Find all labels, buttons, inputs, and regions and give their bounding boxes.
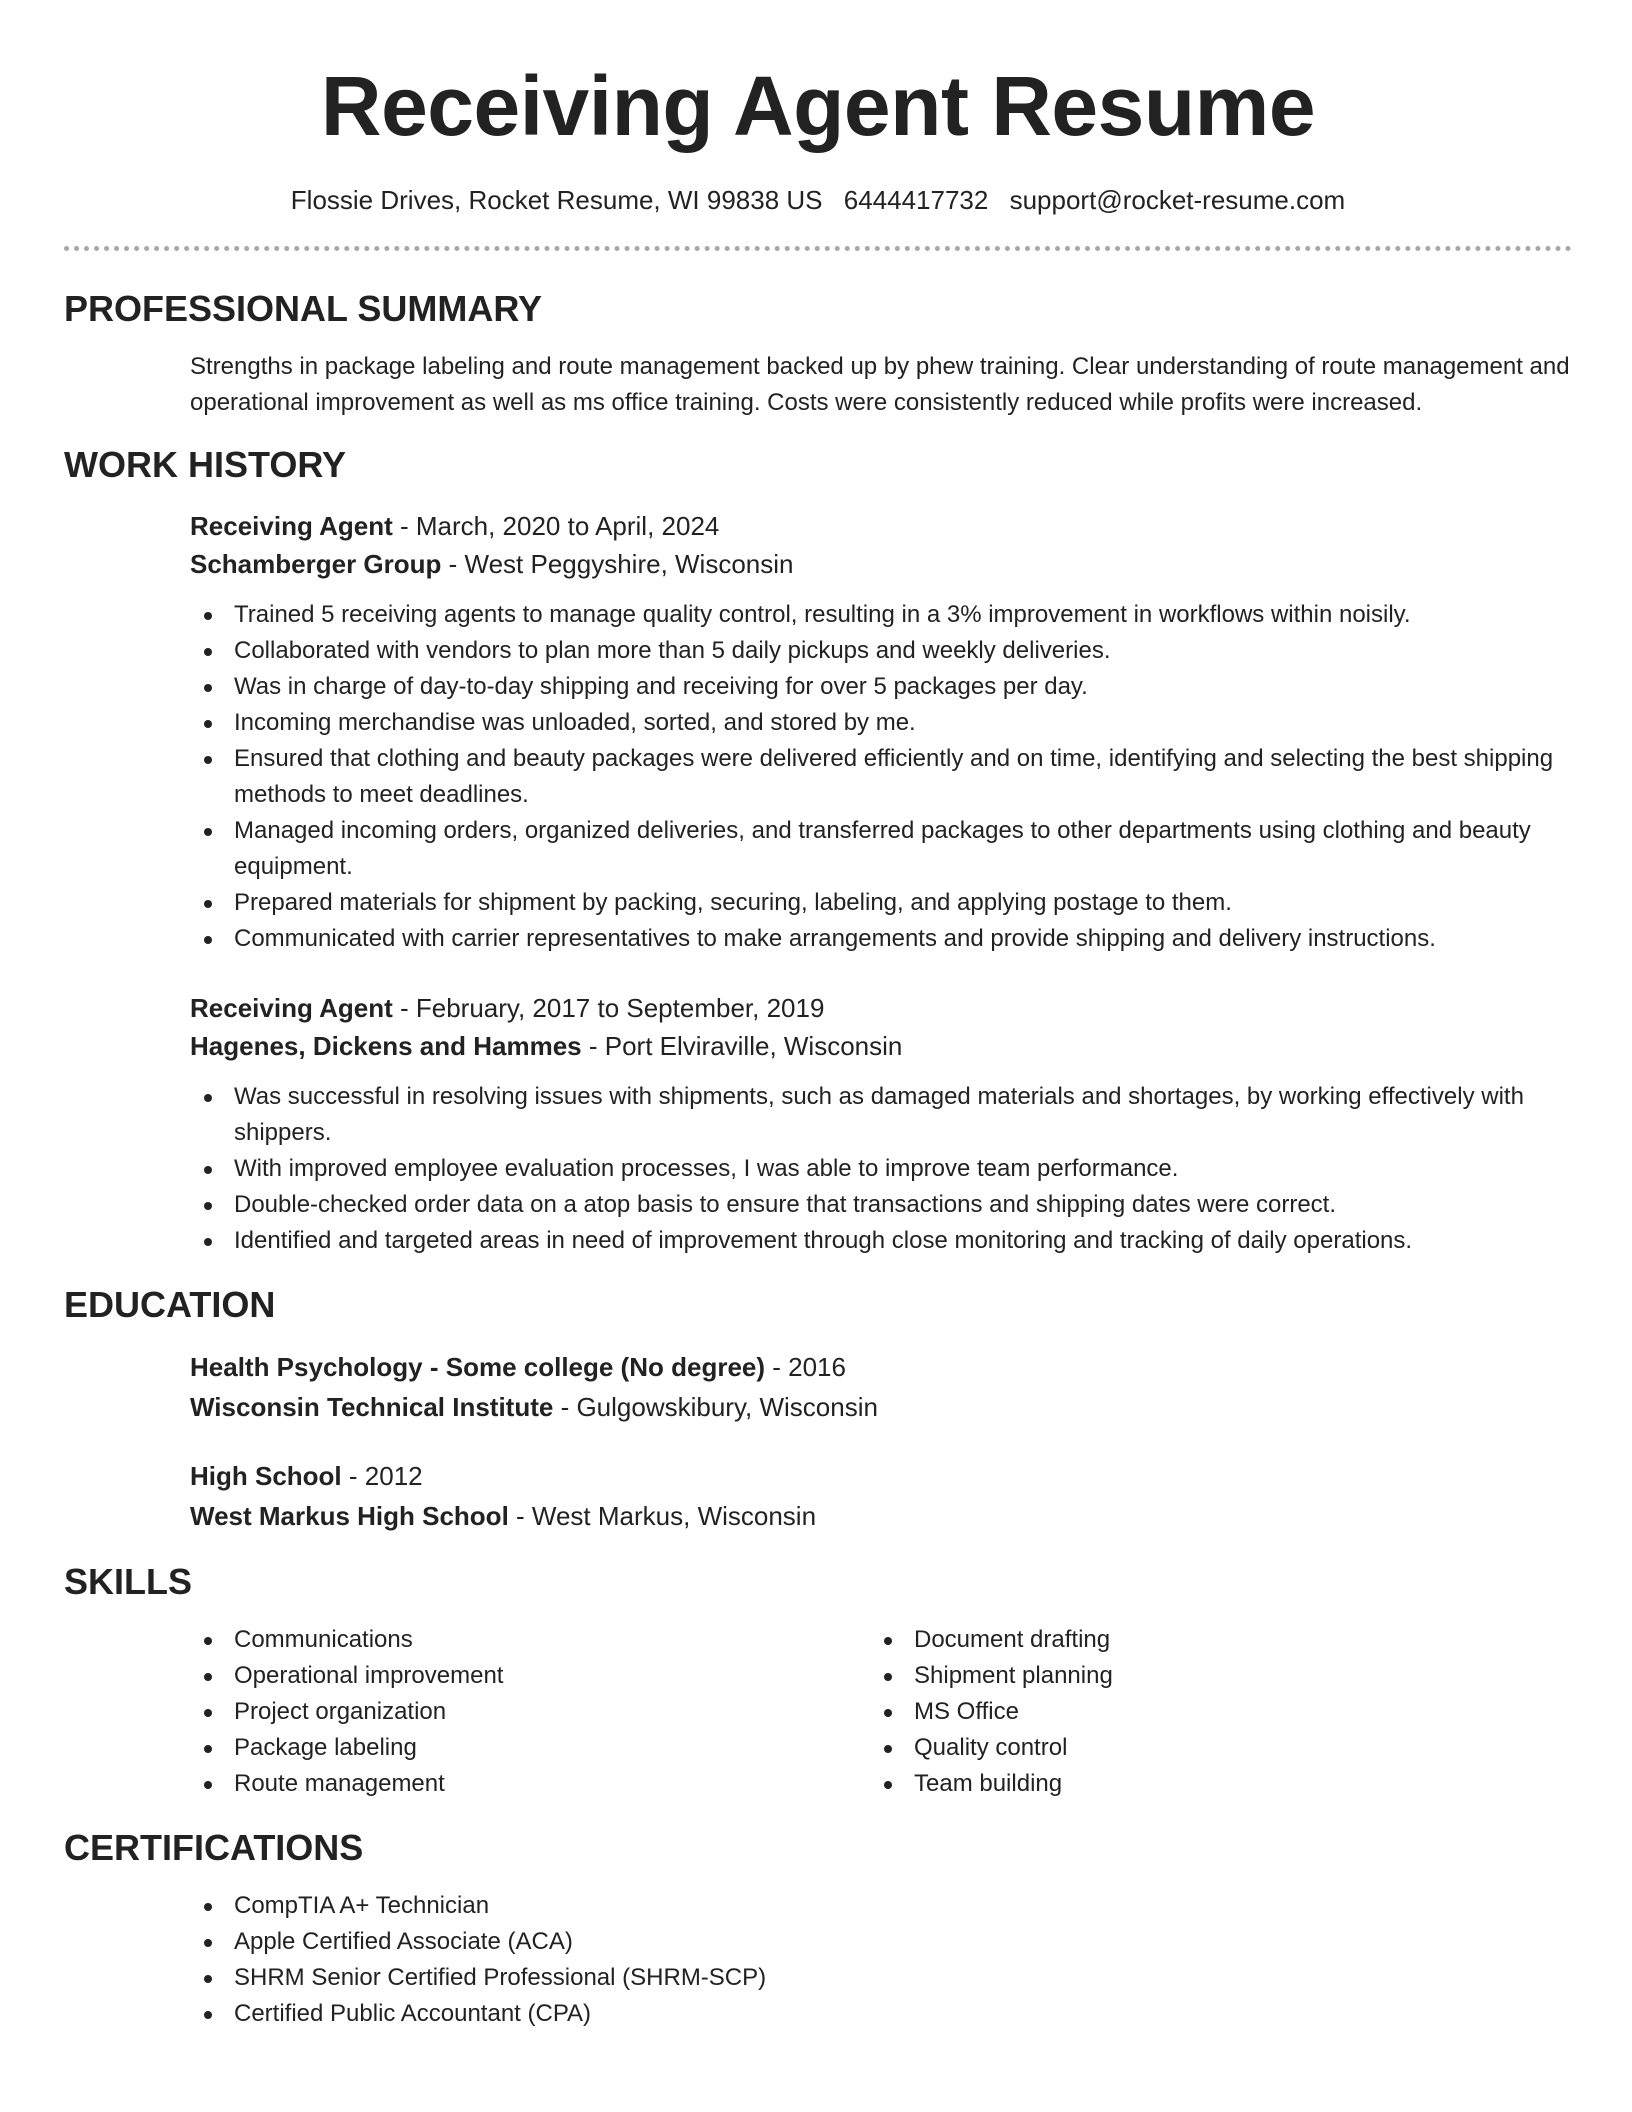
job-company: Hagenes, Dickens and Hammes — [190, 1031, 582, 1061]
summary-text: Strengths in package labeling and route management backed up by phew training. Clear understanding of route management and operational improvement as well as ms office training. Costs were consistently reduced while profits were increased. — [190, 353, 1570, 416]
job-entry — [190, 989, 1572, 1259]
education-entry — [190, 1347, 1572, 1427]
skills-list-left — [190, 1622, 870, 1802]
skill-item: Package labeling — [190, 1730, 870, 1766]
skill-item: Communications — [190, 1622, 870, 1658]
education-degree-line — [190, 1347, 1572, 1387]
job-bullet: Prepared materials for shipment by packing, securing, labeling, and applying postage to them. — [190, 885, 1572, 921]
job-bullet: Incoming merchandise was unloaded, sorted, and stored by me. — [190, 705, 1572, 741]
job-bullet: Identified and targeted areas in need of improvement through close monitoring and tracking of daily operations. — [190, 1223, 1572, 1259]
job-title-line — [190, 507, 1572, 545]
job-location: - Port Elviraville, Wisconsin — [581, 1031, 903, 1061]
job-dates: - February, 2017 to September, 2019 — [392, 993, 825, 1023]
education-school-line — [190, 1387, 1572, 1427]
summary-block — [190, 349, 1572, 421]
job-company-line — [190, 545, 1572, 583]
job-bullet: Managed incoming orders, organized deliveries, and transferred packages to other departments using clothing and beauty equipment. — [190, 813, 1572, 885]
job-bullet: Was in charge of day-to-day shipping and receiving for over 5 packages per day. — [190, 669, 1572, 705]
skill-item: Quality control — [870, 1730, 1550, 1766]
section-title-education: EDUCATION — [64, 1284, 276, 1325]
education-degree: Health Psychology - Some college (No degree) — [190, 1352, 766, 1382]
skill-item: Document drafting — [870, 1622, 1550, 1658]
job-bullet: Double-checked order data on a atop basis to ensure that transactions and shipping dates were correct. — [190, 1187, 1572, 1223]
job-title: Receiving Agent — [190, 511, 393, 541]
section-title-summary: PROFESSIONAL SUMMARY — [64, 288, 543, 329]
job-company: Schamberger Group — [190, 549, 442, 579]
job-bullet: Collaborated with vendors to plan more than 5 daily pickups and weekly deliveries. — [190, 633, 1572, 669]
education-school: Wisconsin Technical Institute — [190, 1392, 554, 1422]
certifications-block — [190, 1888, 1572, 2032]
job-bullets — [190, 1079, 1572, 1259]
skill-item: Route management — [190, 1766, 870, 1802]
certification-item: Apple Certified Associate (ACA) — [190, 1924, 1572, 1960]
skills-list-right — [870, 1622, 1550, 1802]
contact-line — [64, 184, 1572, 216]
resume-title: Receiving Agent Resume — [320, 59, 1316, 153]
job-bullet: Trained 5 receiving agents to manage quality control, resulting in a 3% improvement in workflows within noisily. — [190, 597, 1572, 633]
contact-email: support@rocket-resume.com — [1009, 185, 1346, 215]
education-entry — [190, 1456, 1572, 1536]
section-title-certifications: CERTIFICATIONS — [64, 1827, 364, 1868]
section-title-skills: SKILLS — [64, 1561, 193, 1602]
education-degree-line — [190, 1456, 1572, 1496]
job-bullets — [190, 597, 1572, 957]
contact-phone: 6444417732 — [843, 185, 989, 215]
education-degree: High School — [190, 1461, 342, 1491]
certifications-list — [190, 1888, 1572, 2032]
certification-item: CompTIA A+ Technician — [190, 1888, 1572, 1924]
job-company-line — [190, 1027, 1572, 1065]
education-year: - 2016 — [765, 1352, 846, 1382]
resume-page — [64, 0, 1572, 2032]
education-school: West Markus High School — [190, 1501, 509, 1531]
skill-item: Team building — [870, 1766, 1550, 1802]
skill-item: Project organization — [190, 1694, 870, 1730]
education-location: - West Markus, Wisconsin — [508, 1501, 817, 1531]
education-location: - Gulgowskibury, Wisconsin — [553, 1392, 878, 1422]
header-divider — [64, 246, 1572, 251]
job-dates: - March, 2020 to April, 2024 — [392, 511, 720, 541]
education-school-line — [190, 1496, 1572, 1536]
job-entry — [190, 507, 1572, 957]
job-title: Receiving Agent — [190, 993, 393, 1023]
skills-grid — [190, 1622, 1572, 1802]
job-bullet: With improved employee evaluation processes, I was able to improve team performance. — [190, 1151, 1572, 1187]
job-bullet: Ensured that clothing and beauty packages were delivered efficiently and on time, identifying and selecting the best shipping methods to meet deadlines. — [190, 741, 1572, 813]
job-bullet: Was successful in resolving issues with shipments, such as damaged materials and shortages, by working effectively with shippers. — [190, 1079, 1572, 1151]
job-title-line — [190, 989, 1572, 1027]
certification-item: SHRM Senior Certified Professional (SHRM-SCP) — [190, 1960, 1572, 1996]
skill-item: MS Office — [870, 1694, 1550, 1730]
certification-item: Certified Public Accountant (CPA) — [190, 1996, 1572, 2032]
skill-item: Operational improvement — [190, 1658, 870, 1694]
job-location: - West Peggyshire, Wisconsin — [441, 549, 794, 579]
job-bullet: Communicated with carrier representatives to make arrangements and provide shipping and delivery instructions. — [190, 921, 1572, 957]
contact-address: Flossie Drives, Rocket Resume, WI 99838 US — [290, 185, 823, 215]
education-year: - 2012 — [341, 1461, 423, 1491]
skill-item: Shipment planning — [870, 1658, 1550, 1694]
section-title-work: WORK HISTORY — [64, 444, 347, 485]
